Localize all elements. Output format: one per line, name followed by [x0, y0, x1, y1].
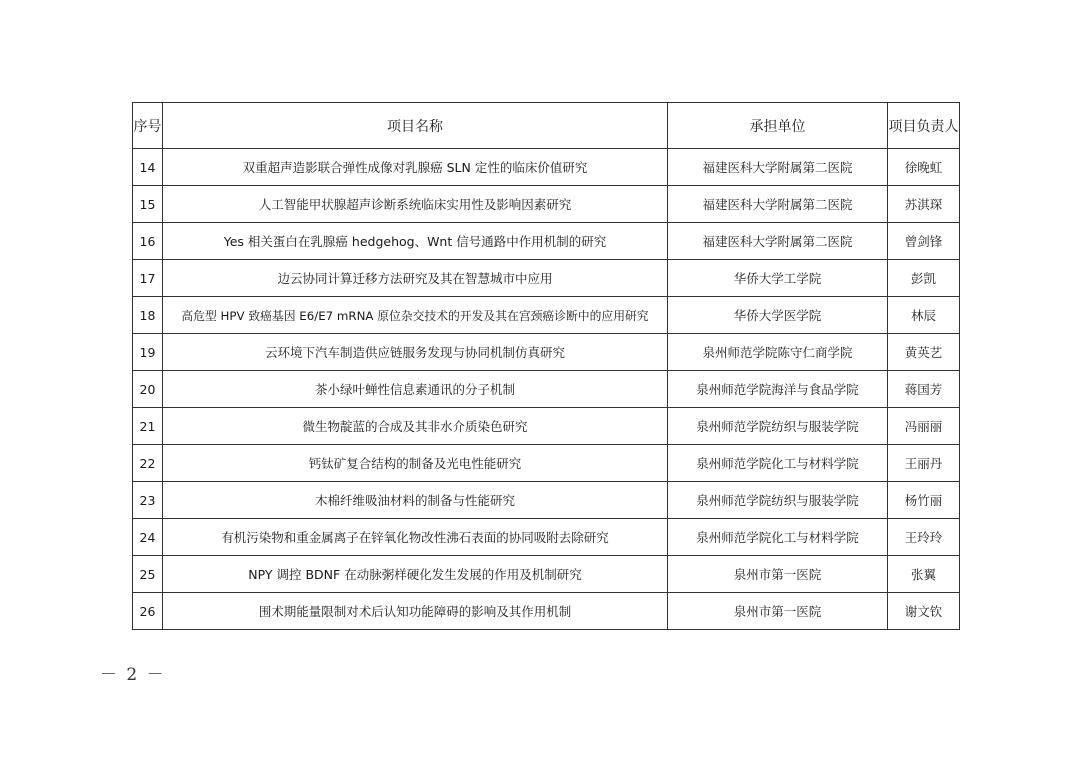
row-serial-number: 14: [133, 149, 163, 186]
row-project-name: 有机污染物和重金属离子在锌氧化物改性沸石表面的协同吸附去除研究: [163, 519, 668, 556]
row-undertaking-unit: 福建医科大学附属第二医院: [668, 186, 888, 223]
row-undertaking-unit: 泉州市第一医院: [668, 556, 888, 593]
row-project-name: 茶小绿叶蝉性信息素通讯的分子机制: [163, 371, 668, 408]
table-row: [133, 519, 960, 556]
row-project-leader: 杨竹丽: [888, 482, 960, 519]
row-project-leader: 彭凯: [888, 260, 960, 297]
row-serial-number: 24: [133, 519, 163, 556]
row-project-leader: 冯丽丽: [888, 408, 960, 445]
header-undertaking-unit: 承担单位: [668, 103, 888, 149]
row-serial-number: 26: [133, 593, 163, 630]
row-undertaking-unit: 泉州师范学院化工与材料学院: [668, 519, 888, 556]
header-project-name: 项目名称: [163, 103, 668, 149]
row-serial-number: 21: [133, 408, 163, 445]
row-undertaking-unit: 华侨大学医学院: [668, 297, 888, 334]
row-undertaking-unit: 泉州市第一医院: [668, 593, 888, 630]
table-row: [133, 297, 960, 334]
row-undertaking-unit: 华侨大学工学院: [668, 260, 888, 297]
row-project-leader: 林辰: [888, 297, 960, 334]
header-serial-number: 序号: [133, 103, 163, 149]
table-row: [133, 149, 960, 186]
row-project-name: 云环境下汽车制造供应链服务发现与协同机制仿真研究: [163, 334, 668, 371]
row-project-leader: 蒋国芳: [888, 371, 960, 408]
row-project-name: 高危型 HPV 致癌基因 E6/E7 mRNA 原位杂交技术的开发及其在宫颈癌诊断中的应用研究: [163, 297, 668, 334]
row-project-name: 木棉纤维吸油材料的制备与性能研究: [163, 482, 668, 519]
row-undertaking-unit: 泉州师范学院纺织与服装学院: [668, 482, 888, 519]
row-undertaking-unit: 泉州师范学院化工与材料学院: [668, 445, 888, 482]
row-project-name: 钙钛矿复合结构的制备及光电性能研究: [163, 445, 668, 482]
row-serial-number: 22: [133, 445, 163, 482]
project-table: [132, 102, 960, 630]
row-project-leader: 徐晚虹: [888, 149, 960, 186]
row-project-leader: 王玲玲: [888, 519, 960, 556]
row-project-name: NPY 调控 BDNF 在动脉粥样硬化发生发展的作用及机制研究: [163, 556, 668, 593]
row-project-name: 微生物靛蓝的合成及其非水介质染色研究: [163, 408, 668, 445]
table-row: [133, 371, 960, 408]
row-project-name: 人工智能甲状腺超声诊断系统临床实用性及影响因素研究: [163, 186, 668, 223]
row-project-name: 边云协同计算迁移方法研究及其在智慧城市中应用: [163, 260, 668, 297]
table-row: [133, 445, 960, 482]
row-undertaking-unit: 泉州师范学院纺织与服装学院: [668, 408, 888, 445]
row-project-leader: 黄英艺: [888, 334, 960, 371]
row-undertaking-unit: 福建医科大学附属第二医院: [668, 223, 888, 260]
header-project-leader: 项目负责人: [888, 103, 960, 149]
row-undertaking-unit: 泉州师范学院海洋与食品学院: [668, 371, 888, 408]
row-serial-number: 18: [133, 297, 163, 334]
row-project-name: 双重超声造影联合弹性成像对乳腺癌 SLN 定性的临床价值研究: [163, 149, 668, 186]
row-serial-number: 20: [133, 371, 163, 408]
page-number: － 2 －: [100, 665, 166, 685]
table-row: [133, 408, 960, 445]
table-row: [133, 482, 960, 519]
row-project-leader: 苏淇琛: [888, 186, 960, 223]
row-project-leader: 王丽丹: [888, 445, 960, 482]
row-serial-number: 19: [133, 334, 163, 371]
table-row: [133, 186, 960, 223]
table-row: [133, 334, 960, 371]
row-serial-number: 16: [133, 223, 163, 260]
row-serial-number: 15: [133, 186, 163, 223]
table-row: [133, 223, 960, 260]
row-project-leader: 张翼: [888, 556, 960, 593]
row-serial-number: 17: [133, 260, 163, 297]
row-undertaking-unit: 泉州师范学院陈守仁商学院: [668, 334, 888, 371]
table-header-row: [133, 103, 960, 149]
table-row: [133, 260, 960, 297]
row-undertaking-unit: 福建医科大学附属第二医院: [668, 149, 888, 186]
table-row: [133, 593, 960, 630]
table-row: [133, 556, 960, 593]
row-project-leader: 谢文钦: [888, 593, 960, 630]
row-project-name: 围术期能量限制对术后认知功能障碍的影响及其作用机制: [163, 593, 668, 630]
row-serial-number: 25: [133, 556, 163, 593]
row-project-name: Yes 相关蛋白在乳腺癌 hedgehog、Wnt 信号通路中作用机制的研究: [163, 223, 668, 260]
row-serial-number: 23: [133, 482, 163, 519]
row-project-leader: 曾剑锋: [888, 223, 960, 260]
